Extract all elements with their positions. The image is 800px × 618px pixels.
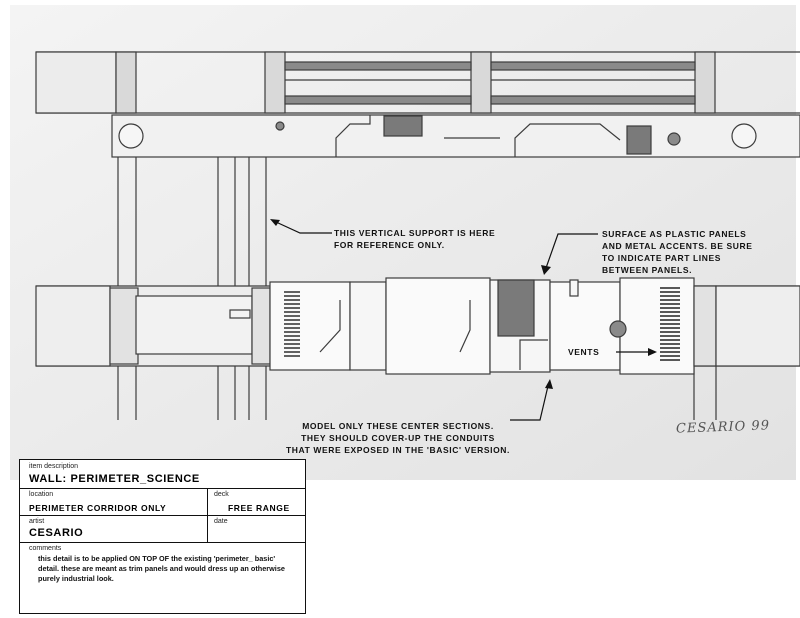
vertical-support-note-line: THIS VERTICAL SUPPORT IS HERE <box>334 228 496 238</box>
artist-signature: CESARIO 99 <box>675 418 771 437</box>
item-description-value: WALL: PERIMETER_SCIENCE <box>29 473 200 485</box>
deck-label: deck <box>214 491 229 498</box>
surface-note-line: BETWEEN PANELS. <box>602 265 693 275</box>
location-value: PERIMETER CORRIDOR ONLY <box>29 503 167 513</box>
location-label: location <box>29 491 54 498</box>
item-description-label: item description <box>29 463 79 470</box>
vertical-support-note <box>334 227 495 251</box>
surface-note <box>602 228 753 276</box>
model-note <box>286 420 510 456</box>
comments-label: comments <box>29 545 62 552</box>
artist-value: CESARIO <box>29 527 84 539</box>
surface-note-line: TO INDICATE PART LINES <box>602 253 721 263</box>
surface-note-line: SURFACE AS PLASTIC PANELS <box>602 229 747 239</box>
deck-value: FREE RANGE <box>228 503 290 513</box>
divider <box>20 515 305 516</box>
date-label: date <box>214 518 228 525</box>
comments-text: this detail is to be applied ON TOP OF the existing 'perimeter_ basic' detail. these are meant as trim panels and would dress up an otherwise purely industrial look. <box>38 554 285 583</box>
divider <box>20 488 305 489</box>
surface-note-line: AND METAL ACCENTS. BE SURE <box>602 241 753 251</box>
vents-label: VENTS <box>568 347 600 357</box>
model-note-line: MODEL ONLY THESE CENTER SECTIONS. <box>302 421 494 431</box>
model-note-line: THEY SHOULD COVER-UP THE CONDUITS <box>301 433 495 443</box>
vertical-support-note-line: FOR REFERENCE ONLY. <box>334 240 445 250</box>
model-note-line: THAT WERE EXPOSED IN THE 'BASIC' VERSION. <box>286 445 511 455</box>
divider <box>20 542 305 543</box>
title-block <box>19 459 306 614</box>
artist-label: artist <box>29 518 45 525</box>
